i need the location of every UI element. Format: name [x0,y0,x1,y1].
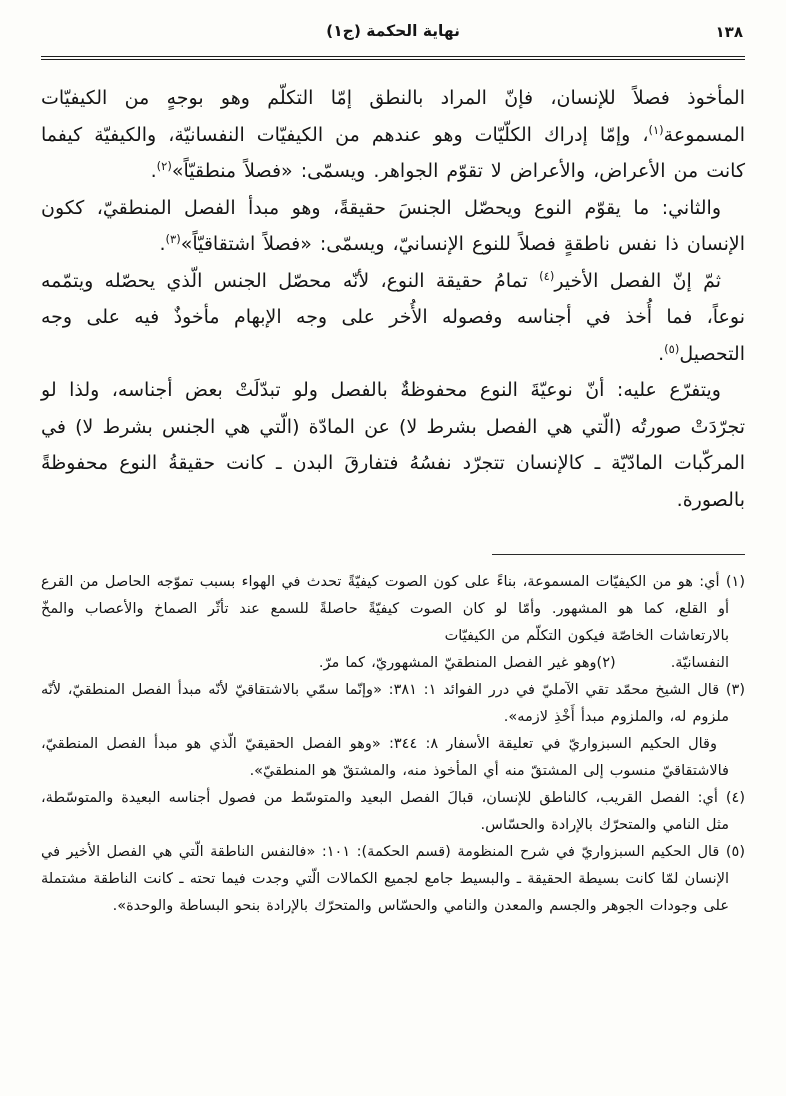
body-paragraph [41,372,745,518]
book-title: نهاية الحكمة (ج١) [326,22,460,40]
text-segment: . [150,160,157,182]
footnote-ref-3: (٣) [165,232,181,246]
footnote-ref-1: (١) [648,122,664,137]
text-segment: ، وإمّا إدراك الكلّيّات وهو عندهم من الكيفيّات النفسانيّة، والكيفيّة كيفما كانت من الأعراض، والأعراض لا تقوّم الجواهر. ويسمّى: «فصلاً منطقيّاً» [41,123,745,182]
page-header [41,22,745,48]
footnote-text: أي: الفصل القريب، كالناطق للإنسان، قبالَ الفصل البعيد والمتوسّط من فصول أجناسه البعيدة والمتوسّطة، مثل النامي والمتحرّك بالإرادة والحسّاس. [41,790,729,833]
footnote-3 [41,677,745,731]
text-segment: . [159,233,166,255]
footnote-text: قال الشيخ محمّد تقي الآمليّ في درر الفوائد ١: ٣٨١: «وإنّما سمّي بالاشتقاقيّ لأنّه مبدأ الفصل المنطقيّ، لأنّه ملزوم له، والملزوم مبدأ أَخْذِ لازمه». [41,682,729,725]
text-segment: والثاني: ما يقوّم النوع ويحصّل الجنسَ حقيقةً، وهو مبدأ الفصل المنطقيّ، ككون الإنسان ذا نفس ناطقةٍ فصلاً للنوع الإنسانيّ، ويسمّى: «فصلاً اشتقاقيّاً» [41,196,745,255]
footnote-text: وقال الحكيم السبزواريّ في تعليقة الأسفار ٨: ٣٤٤: «وهو الفصل الحقيقيّ الّذي هو مبدأ الفصل المنطقيّ، فالاشتقاقيّ منسوب إلى المشتقّ منه أي المأخوذ منه، والمشتقّ هو المنطقيّ». [41,736,729,779]
footnote-marker: (٣) [725,682,746,698]
footnote-text: قال الحكيم السبزواريّ في شرح المنظومة (قسم الحكمة): ١٠١: «فالنفس الناطقة الّتي هي الفصل الأخير في الإنسان لمّا كانت بسيطة الحقيقة ـ والبسيط جامع لجميع الكمالات الّتي وجدت فيما تحته ـ كانت الناطقة مشتملة على وجودات الجوهر والجسم والمعدن والنامي والحسّاس والمتحرّك بالإرادة بنحو البساطة والوحدة». [41,844,729,914]
footnote-marker: (٢) [596,655,616,671]
text-segment: . [658,342,665,365]
footnote-shared-line [41,650,745,677]
footnote-ref-5: (٥) [664,341,680,356]
footnote-text: وهو غير الفصل المنطقيّ المشهوريّ، كما مرّ. [318,655,597,671]
body-paragraph [41,190,745,263]
footnote-separator [492,554,745,555]
footnote-4 [41,785,745,839]
footnote-1-tail: النفسانيّة. [670,655,729,671]
footnote-5 [41,839,745,920]
footnote-marker: (٥) [725,844,745,860]
body-paragraph [41,263,745,373]
header-rule [41,56,745,60]
footnotes-section [41,569,745,920]
body-paragraph [41,80,745,190]
footnote-ref-2: (٢) [156,159,172,173]
page-number: ١٣٨ [715,23,743,41]
footnote-3-continued [41,731,745,785]
text-segment: المأخوذ فصلاً للإنسان، فإنّ المراد بالنطق إمّا التكلّم وهو بوجهٍ من الكيفيّات المسموعة [41,87,745,146]
footnote-ref-4: (٤) [539,268,555,283]
text-segment: تمامُ حقيقة النوع، لأنّه محصّل الجنس الّذي يحصّله ويتمّمه نوعاً، فما أُخذ في أجناسه وفصوله الأُخر على وجه الإبهام مأخوذٌ فيه على وجه التحصيل [41,269,745,365]
text-segment: ويتفرّع عليه: أنّ نوعيّةَ النوع محفوظةٌ بالفصل ولو تبدّلَتْ بعض أجناسه، ولذا لو تجرّدَتْ صورتُه (الّتي هي الفصل بشرط لا) عن المادّة (الّتي هي الجنس بشرط لا) في المركّبات المادّيّة ـ كالإنسان تتجرّد نفسُهُ فتفارقَ البدن ـ كانت حقيقةُ النوع محفوظةً بالصورة. [41,379,745,511]
footnote-marker: (٤) [725,790,745,806]
text-segment: ثمّ إنّ الفصل الأخير [554,269,721,292]
footnote-2 [319,650,616,677]
footnote-1 [41,569,745,650]
main-text [41,80,745,518]
footnote-marker: (١) [725,574,745,590]
footnote-text: أي: هو من الكيفيّات المسموعة، بناءً على كون الصوت كيفيّةً تحدث في الهواء بسبب تموّجه الحاصل من القرع أو القلع، كما هو المشهور. وأمّا لو كان الصوت كيفيّةً حاصلةً للسمع عند تأثّر الصماخ والأعصاب والمخّ بالارتعاشات الخاصّة فيكون التكلّم من الكيفيّات [41,574,729,644]
